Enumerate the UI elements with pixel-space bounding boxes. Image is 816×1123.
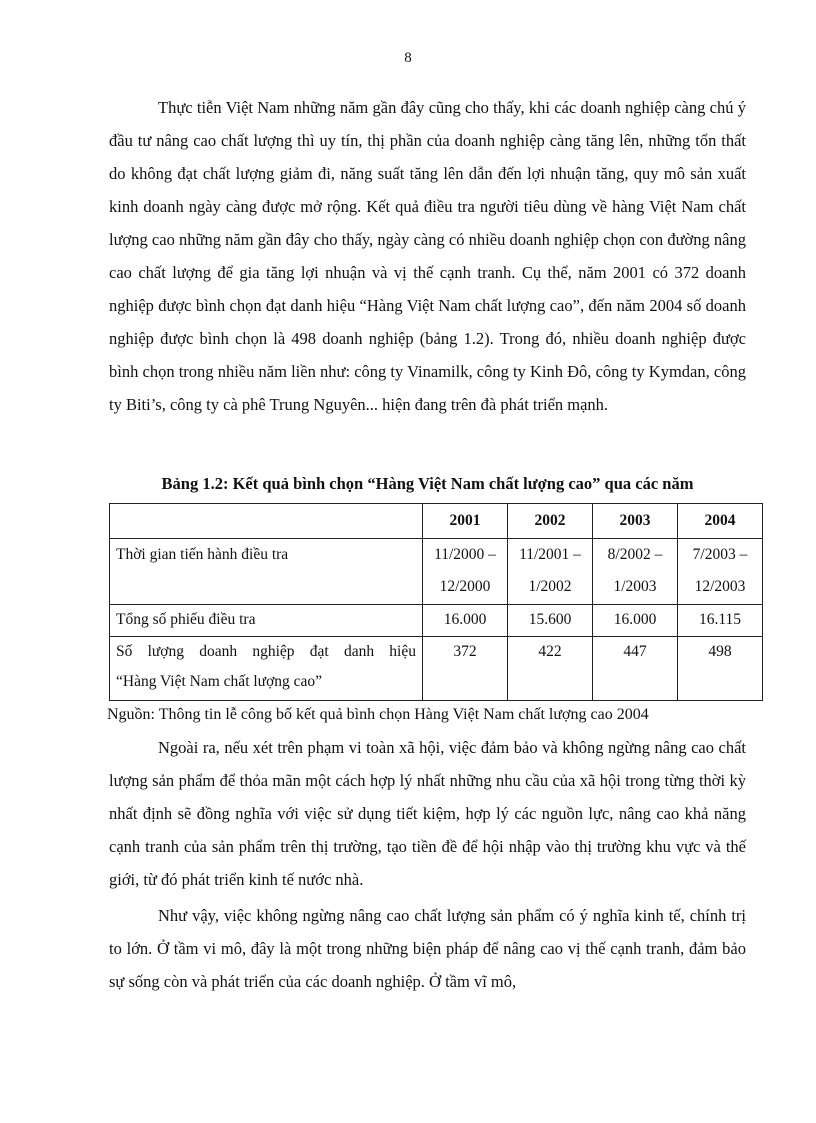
header-empty-cell xyxy=(110,504,423,539)
surveys-value: 16.000 xyxy=(423,605,508,637)
enterprises-label-line1: Số lượng doanh nghiệp đạt danh hiệu xyxy=(116,643,416,660)
surveys-value: 16.000 xyxy=(593,605,678,637)
enterprises-value: 372 xyxy=(423,637,508,701)
surveys-value: 16.115 xyxy=(678,605,763,637)
year-header: 2003 xyxy=(593,504,678,539)
paragraph-conclusion: Như vậy, việc không ngừng nâng cao chất lượng sản phẩm có ý nghĩa kinh tế, chính trị to lớn. Ở tầm vi mô, đây là một trong những biện pháp để nâng cao vị thế cạnh tranh, đảm bảo sự sống còn và phát triển của các doanh nghiệp. Ở tầm vĩ mô, xyxy=(109,906,746,991)
period-cell: 7/2003 – 12/2003 xyxy=(678,539,763,605)
table-row-surveys xyxy=(110,605,763,637)
year-header: 2001 xyxy=(423,504,508,539)
enterprises-label-line2: “Hàng Việt Nam chất lượng cao” xyxy=(116,673,323,690)
period-label: Thời gian tiến hành điều tra xyxy=(116,546,289,563)
row-label xyxy=(110,539,423,605)
table-header-row xyxy=(110,504,763,539)
paragraph-vietnam-practice: Thực tiễn Việt Nam những năm gần đây cũng cho thấy, khi các doanh nghiệp càng chú ý đầu tư nâng cao chất lượng thì uy tín, thị phần của doanh nghiệp càng tăng lên, những tổn thất do không đạt chất lượng giảm đi, năng suất tăng lên dẫn đến lợi nhuận tăng, quy mô sản xuất kinh doanh ngày càng được mở rộng. Kết quả điều tra người tiêu dùng về hàng Việt Nam chất lượng cao những năm gần đây cho thấy, ngày càng có nhiều doanh nghiệp chọn con đường nâng cao chất lượng để gia tăng lợi nhuận và vị thế cạnh tranh. Cụ thể, năm 2001 có 372 doanh nghiệp được bình chọn đạt danh hiệu “Hàng Việt Nam chất lượng cao”, đến năm 2004 số doanh nghiệp được bình chọn là 498 doanh nghiệp (bảng 1.2). Trong đó, nhiều doanh nghiệp được bình chọn trong nhiều năm liền như: công ty Vinamilk, công ty Kinh Đô, công ty Kymdan, công ty Biti’s, công ty cà phê Trung Nguyên... hiện đang trên đà phát triển mạnh. xyxy=(109,98,746,414)
table-caption: Bảng 1.2: Kết quả bình chọn “Hàng Việt Nam chất lượng cao” qua các năm xyxy=(161,474,694,493)
paragraph-social-scope: Ngoài ra, nếu xét trên phạm vi toàn xã hội, việc đảm bảo và không ngừng nâng cao chất lượng sản phẩm để thỏa mãn một cách hợp lý nhất những nhu cầu của xã hội trong từng thời kỳ nhất định sẽ đồng nghĩa với việc sử dụng tiết kiệm, hợp lý các nguồn lực, nâng cao khả năng cạnh tranh của sản phẩm trên thị trường, tạo tiền đề để hội nhập vào thị trường khu vực và thế giới, từ đó phát triển kinh tế nước nhà. xyxy=(109,738,746,889)
period-cell: 8/2002 – 1/2003 xyxy=(593,539,678,605)
table-row-period xyxy=(110,539,763,605)
period-cell: 11/2000 – 12/2000 xyxy=(423,539,508,605)
period-cell: 11/2001 – 1/2002 xyxy=(508,539,593,605)
enterprises-value: 447 xyxy=(593,637,678,701)
year-header: 2002 xyxy=(508,504,593,539)
row-label xyxy=(110,605,423,637)
surveys-label: Tổng số phiếu điều tra xyxy=(116,611,256,628)
row-label xyxy=(110,637,423,701)
survey-results-table xyxy=(109,503,763,701)
enterprises-value: 498 xyxy=(678,637,763,701)
enterprises-value: 422 xyxy=(508,637,593,701)
table-source-note: Nguồn: Thông tin lễ công bố kết quả bình chọn Hàng Việt Nam chất lượng cao 2004 xyxy=(107,706,649,723)
year-header: 2004 xyxy=(678,504,763,539)
table-row-enterprises xyxy=(110,637,763,701)
page-number: 8 xyxy=(404,50,412,66)
surveys-value: 15.600 xyxy=(508,605,593,637)
